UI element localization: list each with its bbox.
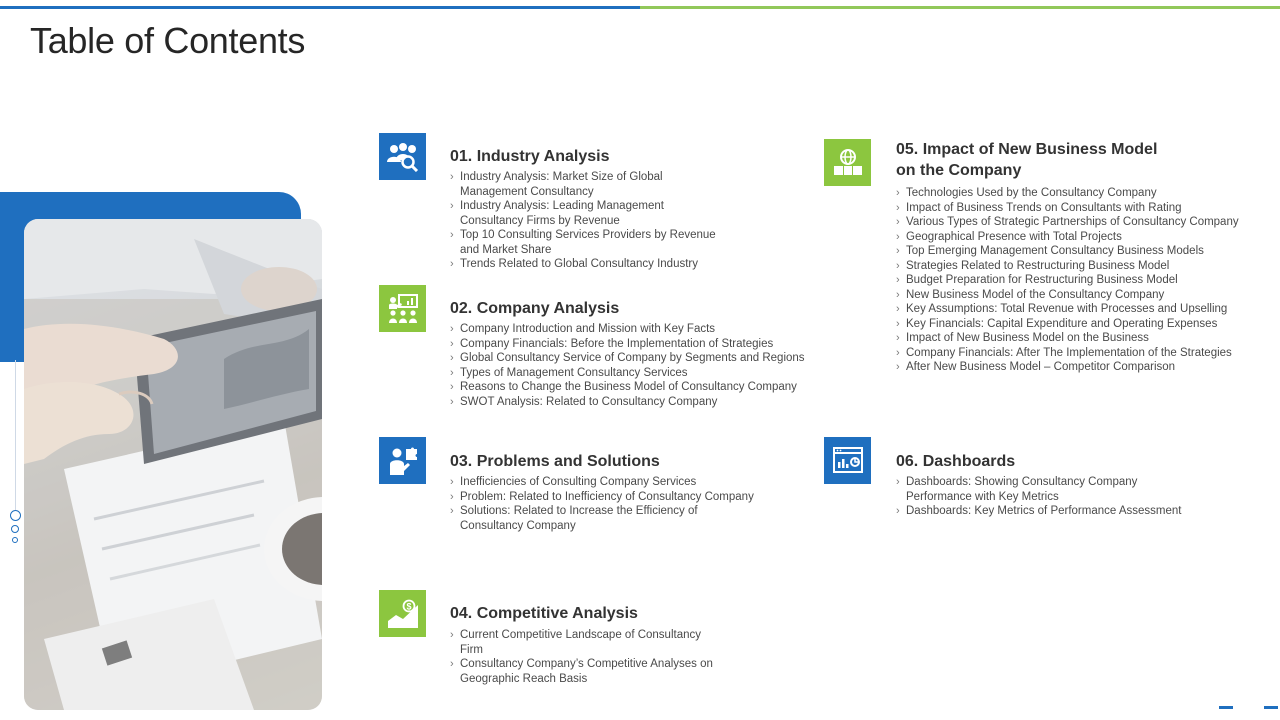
list-item: › Budget Preparation for Restructuring Business Model (896, 273, 1276, 288)
section-title: 04. Competitive Analysis (450, 605, 638, 622)
list-item: › Problem: Related to Inefficiency of Consultancy Company (450, 490, 780, 505)
section-item-list (450, 628, 720, 686)
section-title: 01. Industry Analysis (450, 148, 610, 165)
section-item-list (450, 475, 780, 533)
decorative-dot-small (12, 537, 18, 543)
list-item: › Dashboards: Key Metrics of Performance Assessment (896, 504, 1206, 519)
list-item: › Consultancy Company’s Competitive Analyses on Geographic Reach Basis (450, 657, 720, 686)
person-puzzle-icon (379, 437, 426, 484)
list-item: › After New Business Model – Competitor Comparison (896, 360, 1276, 375)
tablet-hands-photo (24, 219, 322, 710)
page-title: Table of Contents (30, 20, 306, 61)
list-item: › Types of Management Consultancy Services (450, 366, 830, 381)
top-accent-bar-blue (0, 6, 640, 9)
list-item: › Various Types of Strategic Partnerships of Consultancy Company (896, 215, 1276, 230)
list-item: › Strategies Related to Restructuring Business Model (896, 259, 1276, 274)
globe-boxes-icon (824, 139, 871, 186)
list-item: › Impact of Business Trends on Consultants with Rating (896, 201, 1276, 216)
team-search-icon (379, 133, 426, 180)
list-item: › Solutions: Related to Increase the Efficiency of Consultancy Company (450, 504, 720, 533)
section-title: 03. Problems and Solutions (450, 453, 660, 470)
list-item: › Industry Analysis: Leading Management Consultancy Firms by Revenue (450, 199, 720, 228)
section-item-list (450, 322, 830, 409)
list-item: › Geographical Presence with Total Projects (896, 230, 1276, 245)
list-item: › Global Consultancy Service of Company by Segments and Regions (450, 351, 830, 366)
section-title: 05. Impact of New Business Model on the Company (896, 141, 1158, 179)
dashboard-screen-icon (824, 437, 871, 484)
list-item: › SWOT Analysis: Related to Consultancy Company (450, 395, 830, 410)
list-item: › Current Competitive Landscape of Consultancy Firm (450, 628, 720, 657)
section-title: 02. Company Analysis (450, 300, 620, 317)
list-item: › Inefficiencies of Consulting Company Services (450, 475, 780, 490)
section-item-list (450, 170, 720, 272)
decorative-dot-large (10, 510, 21, 521)
list-item: › Impact of New Business Model on the Business (896, 331, 1276, 346)
list-item: › Top 10 Consulting Services Providers by Revenue and Market Share (450, 228, 720, 257)
list-item: › Technologies Used by the Consultancy Company (896, 186, 1276, 201)
photo-illustration (24, 219, 322, 710)
decorative-dot-medium (11, 525, 19, 533)
list-item: › Reasons to Change the Business Model of Consultancy Company (450, 380, 830, 395)
list-item: › Trends Related to Global Consultancy Industry (450, 257, 720, 272)
list-item: › Industry Analysis: Market Size of Global Management Consultancy (450, 170, 720, 199)
list-item: › Company Introduction and Mission with Key Facts (450, 322, 830, 337)
list-item: › Key Assumptions: Total Revenue with Processes and Upselling (896, 302, 1276, 317)
section-item-list (896, 186, 1276, 375)
list-item: › Dashboards: Showing Consultancy Company Performance with Key Metrics (896, 475, 1158, 504)
section-item-list (896, 475, 1206, 519)
top-accent-bar-green (640, 6, 1280, 9)
list-item: › Key Financials: Capital Expenditure and Operating Expenses (896, 317, 1276, 332)
corner-accent-dash (1264, 706, 1278, 709)
growth-chart-icon (379, 590, 426, 637)
svg-text:$: $ (405, 601, 412, 611)
list-item: › Company Financials: After The Implementation of the Strategies (896, 346, 1276, 361)
decorative-vertical-line (15, 360, 16, 510)
section-title: 06. Dashboards (896, 453, 1016, 470)
list-item: › New Business Model of the Consultancy Company (896, 288, 1276, 303)
presentation-team-icon (379, 285, 426, 332)
list-item: › Company Financials: Before the Implementation of Strategies (450, 337, 830, 352)
list-item: › Top Emerging Management Consultancy Business Models (896, 244, 1276, 259)
corner-accent-dash (1219, 706, 1233, 709)
